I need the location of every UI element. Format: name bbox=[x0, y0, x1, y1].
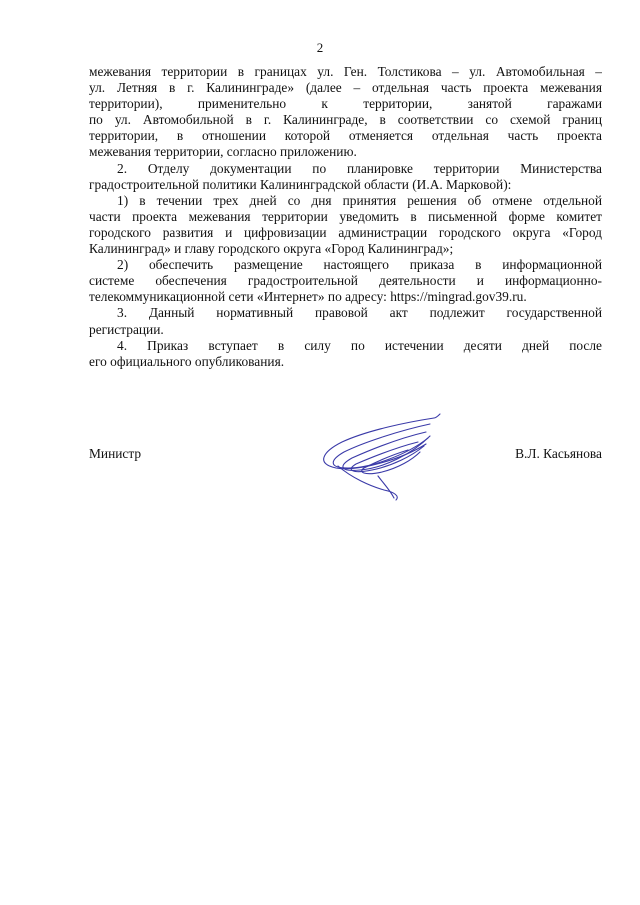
text-line: территории, в отношении которой отменяется отдельная часть проекта bbox=[89, 128, 602, 144]
text-line: части проекта межевания территории уведомить в письменной форме комитет bbox=[89, 208, 602, 224]
page-number: 2 bbox=[316, 40, 324, 55]
text-line: территории), применительно к территории, занятой гаражами bbox=[89, 96, 602, 112]
text-line: телекоммуникационной сети «Интернет» по адресу: https://mingrad.gov39.ru. bbox=[89, 289, 527, 305]
document-body bbox=[89, 64, 602, 370]
signatory-name: В.Л. Касьянова bbox=[515, 446, 602, 461]
text-line: 2) обеспечить размещение настоящего приказа в информационной bbox=[117, 257, 602, 273]
text-line: 2. Отделу документации по планировке территории Министерства bbox=[117, 160, 602, 176]
text-line: градостроительной политики Калининградской области (И.А. Марковой): bbox=[89, 176, 512, 192]
text-line: ул. Летняя в г. Калининграде» (далее – отдельная часть проекта межевания bbox=[89, 80, 602, 96]
text-line: системе обеспечения градостроительной деятельности и информационно- bbox=[89, 273, 602, 289]
text-line: 3. Данный нормативный правовой акт подлежит государственной bbox=[117, 305, 602, 321]
text-line: по ул. Автомобильной в г. Калининграде, в соответствии со схемой границ bbox=[89, 112, 602, 128]
signatory-title: Министр bbox=[89, 446, 142, 461]
text-line: Калининград» и главу городского округа «Город Калининград»; bbox=[89, 241, 454, 257]
text-line: городского развития и цифровизации администрации городского округа «Город bbox=[89, 224, 602, 240]
text-line: 4. Приказ вступает в силу по истечении десяти дней после bbox=[117, 337, 602, 353]
text-line: межевания территории, согласно приложению. bbox=[89, 144, 357, 160]
text-line: 1) в течении трех дней со дня принятия решения об отмене отдельной bbox=[117, 192, 602, 208]
handwritten-signature bbox=[308, 408, 448, 508]
text-line: межевания территории в границах ул. Ген. Толстикова – ул. Автомобильная – bbox=[89, 64, 602, 79]
text-line: регистрации. bbox=[89, 321, 164, 337]
text-line: его официального опубликования. bbox=[89, 353, 285, 369]
